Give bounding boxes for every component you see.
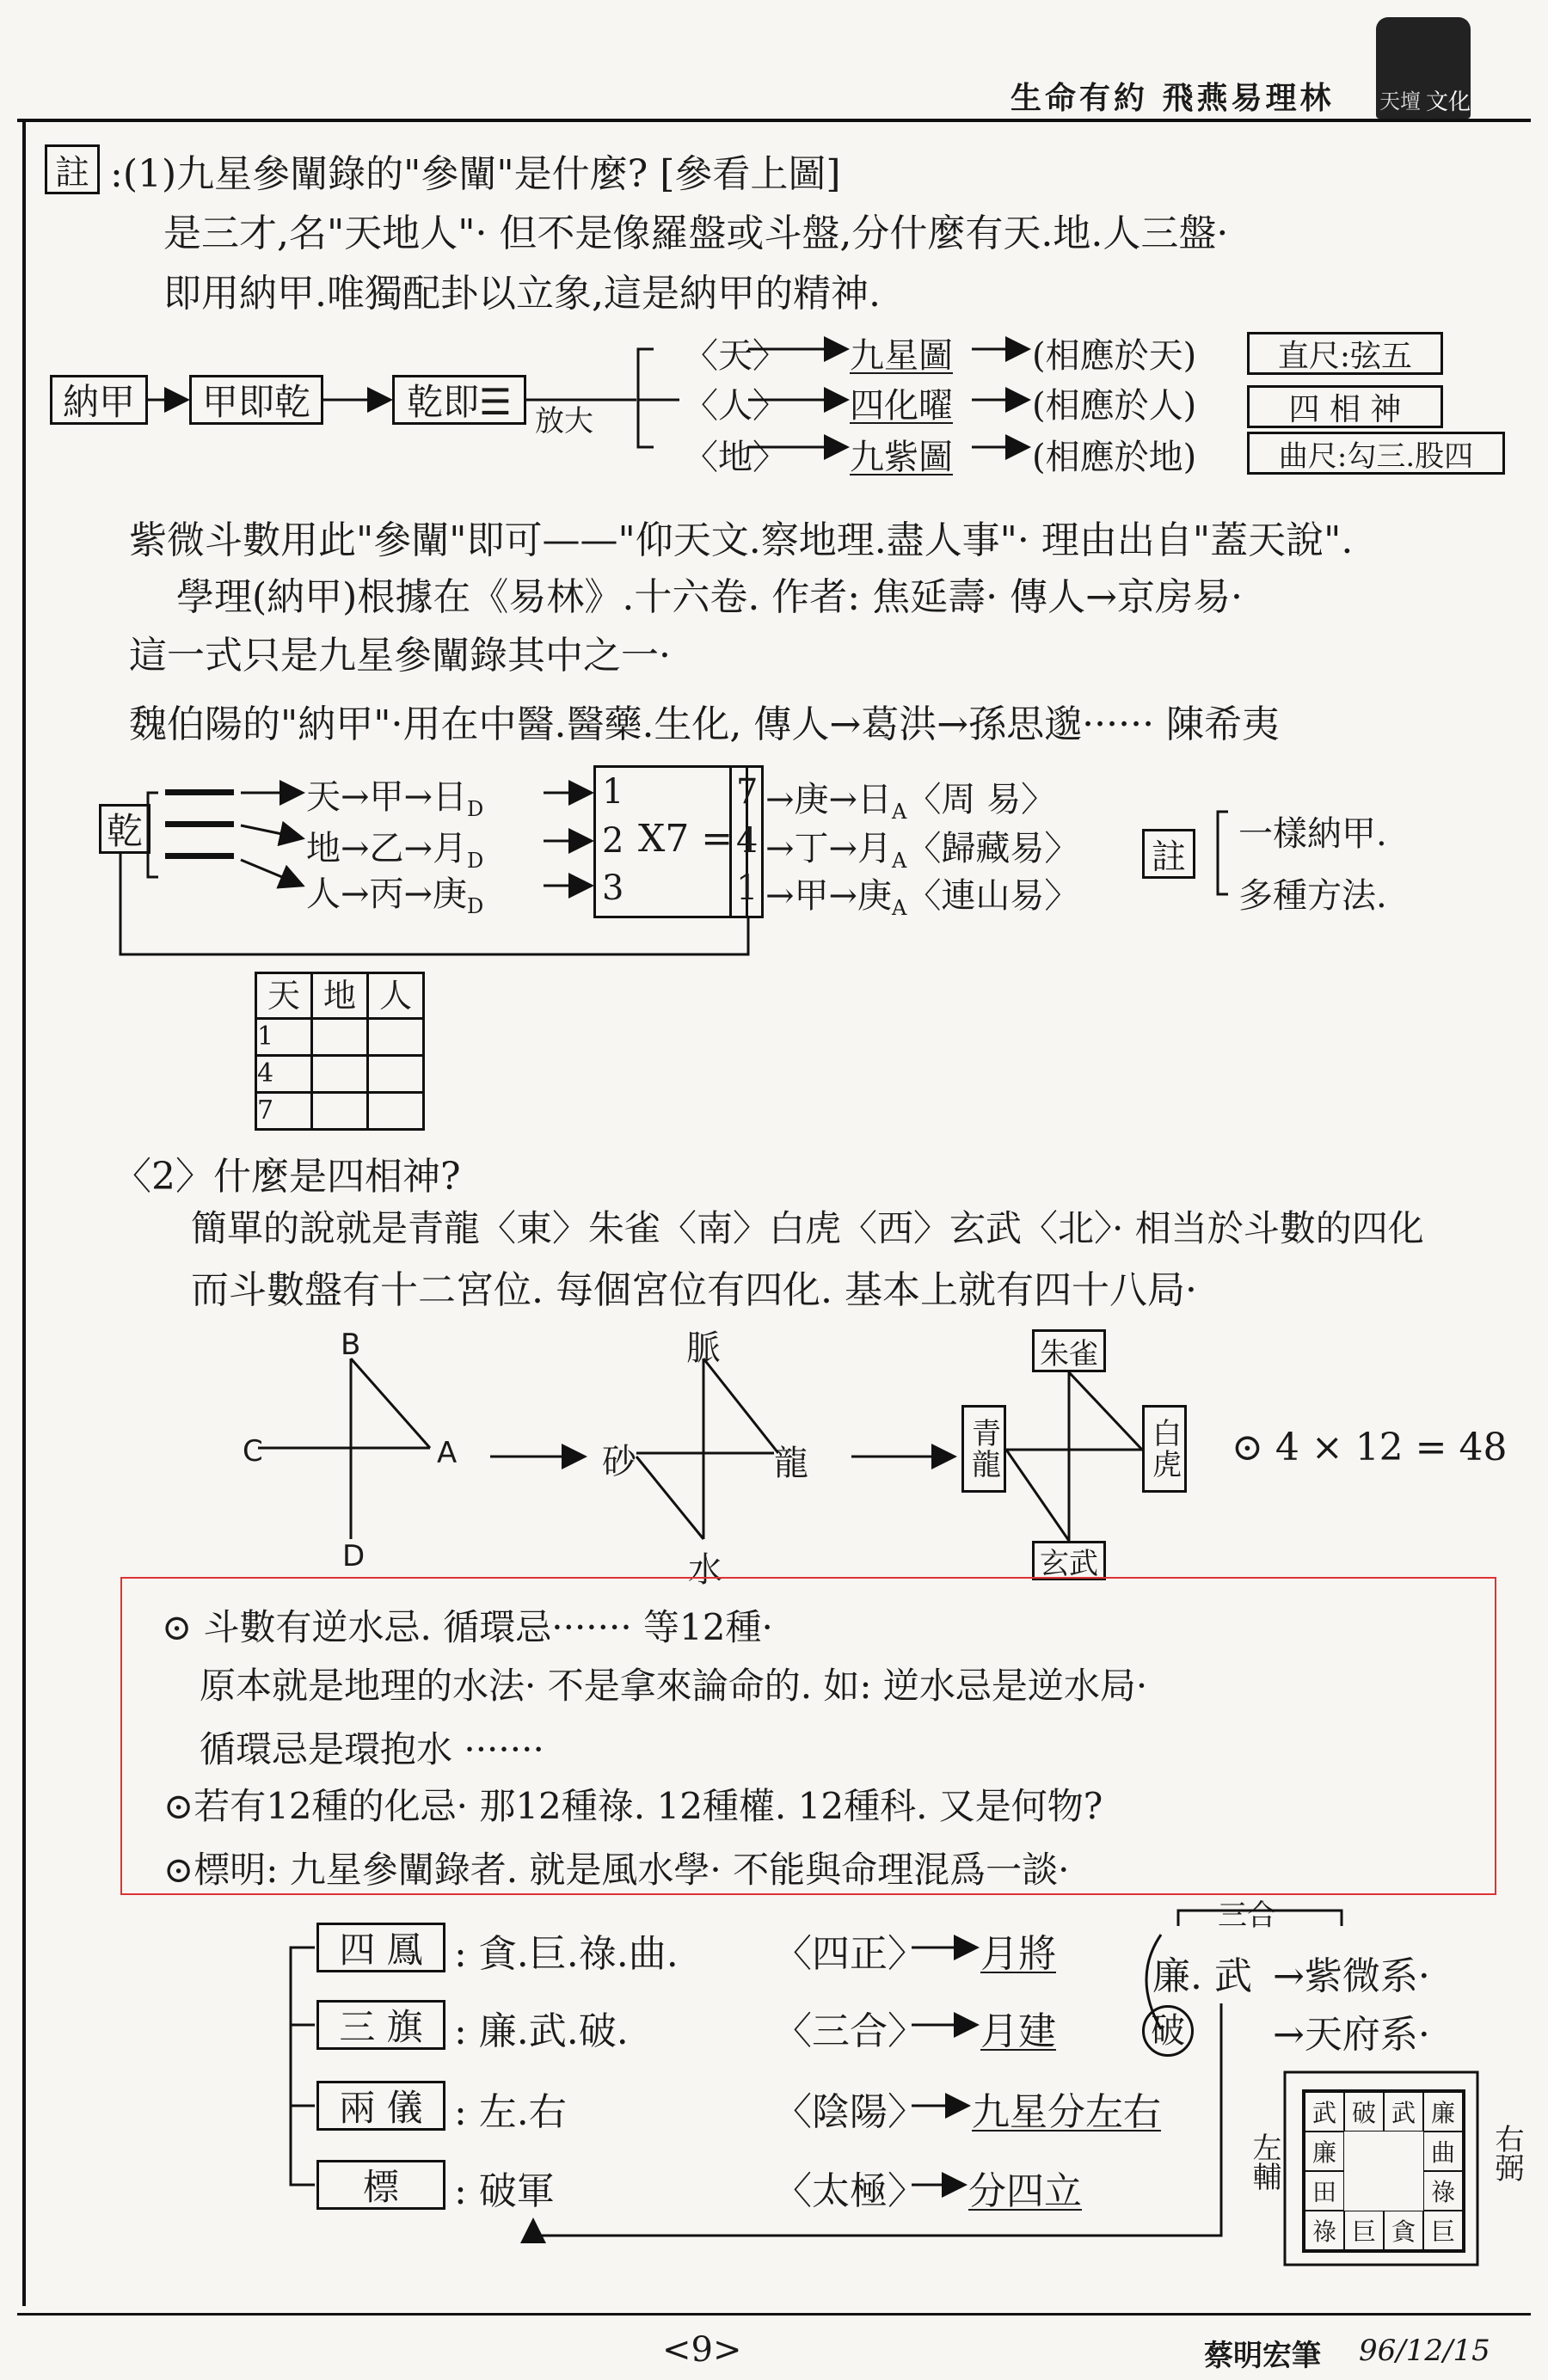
branch-di-box: 曲尺:勾三.股四	[1247, 432, 1505, 475]
note1-title: :(1)九星參闡錄的"參闡"是什麼? [參看上圖]	[110, 152, 841, 196]
bottom-box-sanqi: 三 旗	[316, 2000, 445, 2050]
red-line2: 原本就是地理的水法· 不是拿來論命的. 如: 逆水忌是逆水局·	[200, 1665, 1148, 1707]
bottom-box-sifeng: 四 鳳	[316, 1923, 445, 1972]
bottom-row4-a: : 破軍	[454, 2169, 555, 2213]
bottom-ziwei: →紫微系·	[1273, 1954, 1430, 1998]
diag-m1: 7	[736, 772, 759, 812]
bottom-row2-b: 〈三合〉	[774, 2009, 925, 2053]
diag-ri: 日	[433, 777, 468, 817]
diag-q1: A	[892, 800, 907, 824]
grid-cell: 武	[1305, 2092, 1344, 2132]
diag-row3-left: 人→丙→庚$_D$	[306, 874, 484, 918]
bottom-box-liangyi: 兩 儀	[316, 2081, 445, 2131]
red-line1: ⊙ 斗數有逆水忌. 循環忌······· 等12種·	[162, 1606, 773, 1648]
footer-author: 蔡明宏筆	[1204, 2339, 1321, 2373]
tdr-cell: 1	[256, 1019, 312, 1056]
diag-geng: 庚	[433, 874, 468, 914]
grid-cell: 田	[1305, 2171, 1344, 2211]
diag-q3: A	[892, 896, 907, 920]
bottom-lianwu: 廉. 武	[1152, 1954, 1252, 1998]
diag-note2: 多種方法.	[1238, 876, 1387, 916]
grid-cell: 武	[1384, 2092, 1423, 2132]
cross-sha: 砂	[602, 1442, 636, 1481]
diag-r1: 周 易	[941, 780, 1022, 819]
red-line4: ⊙若有12種的化忌· 那12種祿. 12種權. 12種科. 又是何物?	[163, 1785, 1103, 1827]
diag-o2: 丁	[794, 829, 829, 868]
bottom-youbi: 右弼	[1490, 2124, 1524, 2182]
footer-page: <9>	[662, 2330, 742, 2370]
diag-q2: A	[892, 849, 907, 873]
diag-qian-box: 乾	[99, 804, 150, 854]
diag-bing: 丙	[369, 874, 404, 914]
grid-cell: 祿	[1305, 2211, 1344, 2250]
diag-n1: 1	[602, 772, 624, 812]
diag-note-label: 註	[1142, 829, 1195, 879]
cross-mai: 脈	[686, 1328, 721, 1368]
cross-qinglong: 青龍	[961, 1405, 1006, 1493]
diag-p3: 庚	[857, 876, 893, 916]
diag-n3: 3	[602, 868, 624, 908]
diag-sub-d1: D	[467, 797, 484, 821]
cross-d: D	[342, 1539, 366, 1573]
grid-cell: 巨	[1423, 2211, 1463, 2250]
diag-yi: 乙	[369, 829, 404, 868]
q2-line2: 而斗數盤有十二宮位. 每個宮位有四化. 基本上就有四十八局·	[191, 1268, 1197, 1312]
grid-cell: 祿	[1423, 2171, 1463, 2211]
bottom-row2-a: : 廉.武.破.	[454, 2009, 629, 2053]
branch-di-val: 九紫圖	[850, 438, 953, 477]
branch-tian-val: 九星圖	[850, 336, 953, 376]
diag-row1-right: →庚→日$_A$〈周 易〉	[765, 780, 1056, 824]
bottom-tianfu: →天府系·	[1273, 2013, 1430, 2057]
note1-label: 註	[45, 144, 100, 194]
grid-cell: 曲	[1423, 2132, 1463, 2171]
diag-mult: X7 =	[638, 817, 734, 861]
bottom-box-biao: 標	[316, 2160, 445, 2210]
diag-jia: 甲	[369, 777, 404, 817]
bottom-row1-c: 月將	[980, 1932, 1056, 1976]
bottom-row2-c: 月建	[980, 2009, 1056, 2053]
diag-n2: 2	[602, 821, 624, 861]
branch-tian-rel: (相應於天)	[1032, 336, 1197, 376]
bottom-row1-b: 〈四正〉	[774, 1932, 925, 1976]
q2-line1: 簡單的說就是青龍〈東〉朱雀〈南〉白虎〈西〉玄武〈北〉· 相当於斗數的四化	[191, 1207, 1424, 1249]
tdr-h-di: 地	[312, 973, 368, 1019]
diag-r3: 連山易	[941, 876, 1045, 916]
diag-tian: 天	[306, 777, 341, 817]
branch-di-rel: (相應於地)	[1032, 438, 1197, 477]
bottom-row3-a: : 左.右	[454, 2090, 567, 2134]
diag-note1: 一樣納甲.	[1238, 814, 1387, 854]
q2-title: 〈2〉什麼是四相神?	[114, 1155, 461, 1199]
diag-sub-d3: D	[467, 894, 484, 918]
bullet1-line-b: 學理(納甲)根據在《易林》.十六卷. 作者: 焦延壽· 傳人→京房易·	[176, 575, 1243, 619]
logo-sub: 天壇	[1379, 89, 1421, 113]
logo-text: 文化	[1426, 89, 1471, 115]
branch-di-key: 〈地〉	[684, 438, 787, 477]
branch-tian-key: 〈天〉	[684, 336, 787, 376]
branch-tian-box: 直尺:弦五	[1247, 332, 1443, 375]
diag-sub-d2: D	[467, 849, 484, 873]
bottom-sanhe: 三合	[1218, 1898, 1276, 1933]
bullet3: 魏伯陽的"納甲"·用在中醫.醫藥.生化, 傳人→葛洪→孫思邈······ 陳希夷	[129, 702, 1281, 746]
diag-o1: 庚	[794, 780, 829, 819]
bottom-po-circle: 破	[1142, 2005, 1194, 2057]
diag-di: 地	[306, 829, 341, 868]
diag-row1-left: 天→甲→日$_D$	[306, 777, 484, 821]
diag-m3: 1	[736, 868, 759, 908]
diag-r2: 歸藏易	[941, 829, 1045, 868]
flow-box-najia: 納甲	[50, 375, 148, 425]
branch-ren-val: 四化曜	[850, 386, 953, 426]
bullet1-line-a: 紫微斗數用此"參闡"即可——"仰天文.察地理.盡人事"· 理由出自"蓋天說".	[129, 518, 1354, 562]
grid-cell: 巨	[1344, 2211, 1384, 2250]
red-line5: ⊙標明: 九星參闡錄者. 就是風水學· 不能與命理混爲一談·	[163, 1849, 1070, 1891]
flow-box-qian: 乾即☰	[392, 375, 526, 425]
tdr-h-ren: 人	[368, 973, 424, 1019]
diag-p1: 日	[857, 780, 893, 819]
diag-row2-left: 地→乙→月$_D$	[306, 829, 484, 873]
bottom-row4-b: 〈太極〉	[774, 2169, 925, 2213]
cross-baihu: 白虎	[1142, 1405, 1187, 1493]
diag-ren: 人	[306, 874, 341, 914]
tdr-cell: 7	[256, 1093, 312, 1130]
diag-m2: 4	[736, 821, 759, 861]
diag-p2: 月	[857, 829, 893, 868]
footer-date: 96/12/15	[1359, 2334, 1490, 2368]
flow-box-jiaqian: 甲即乾	[189, 375, 323, 425]
cross-zhuque: 朱雀	[1032, 1329, 1106, 1372]
flow-fangda: 放大	[535, 404, 593, 439]
grid-cell: 破	[1344, 2092, 1384, 2132]
red-line3: 循環忌是環抱水 ·······	[200, 1728, 544, 1770]
diag-row3-right: →甲→庚$_A$〈連山易〉	[765, 876, 1079, 920]
bottom-row1-a: : 貪.巨.祿.曲.	[454, 1932, 679, 1976]
cross-a: A	[437, 1436, 458, 1470]
header-tagline: 生命有約 飛燕易理林	[1010, 80, 1335, 116]
branch-ren-rel: (相應於人)	[1032, 386, 1197, 426]
grid-cell: 貪	[1384, 2211, 1423, 2250]
grid-cell: 廉	[1423, 2092, 1463, 2132]
bottom-row3-c: 九星分左右	[972, 2090, 1161, 2134]
tdr-cell: 4	[256, 1056, 312, 1093]
bottom-row4-c: 分四立	[968, 2169, 1082, 2213]
grid-cell: 廉	[1305, 2132, 1344, 2171]
note1-line2: 即用納甲.唯獨配卦以立象,這是納甲的精神.	[163, 272, 881, 316]
diag-yue: 月	[433, 829, 468, 868]
branch-ren-key: 〈人〉	[684, 386, 787, 426]
diag-o3: 甲	[794, 876, 829, 916]
bullet2: 這一式只是九星參闡錄其中之一·	[129, 634, 671, 678]
cross-shui: 水	[688, 1550, 722, 1590]
cross-c: C	[243, 1434, 263, 1469]
note1-line1: 是三才,名"天地人"· 但不是像羅盤或斗盤,分什麼有天.地.人三盤·	[163, 212, 1229, 255]
tdr-h-tian: 天	[256, 973, 312, 1019]
branch-ren-box: 四 相 神	[1247, 385, 1443, 428]
cross-b: B	[341, 1328, 361, 1362]
cross-formula: ⊙ 4 × 12 = 48	[1232, 1426, 1508, 1469]
cross-long: 龍	[774, 1444, 808, 1483]
diag-row2-right: →丁→月$_A$〈歸藏易〉	[765, 829, 1079, 873]
cross-xuanwu: 玄武	[1032, 1541, 1106, 1580]
bottom-row3-b: 〈陰陽〉	[774, 2090, 925, 2134]
bottom-zuofu: 左輔	[1247, 2132, 1281, 2191]
